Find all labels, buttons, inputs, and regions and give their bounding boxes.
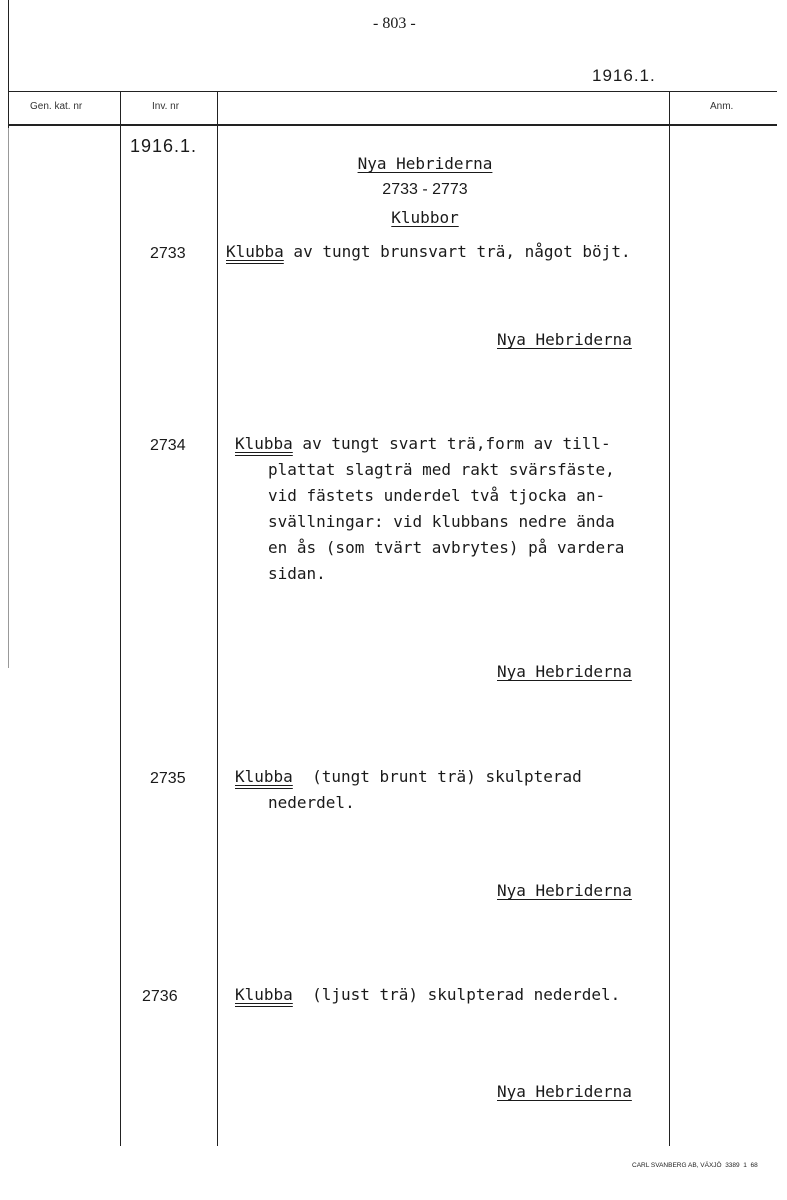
- entry-line: av tungt svart trä,form av till-: [292, 434, 611, 453]
- footer-imprint: CARL SVANBERG AB, VÄXJÖ 3389 1 68: [632, 1162, 758, 1169]
- header-top-rule: [8, 91, 777, 92]
- heading-category: Klubbor: [391, 208, 459, 227]
- entry-line: (ljust trä) skulpterad nederdel.: [292, 985, 621, 1004]
- entry-term: Klubba: [226, 242, 284, 261]
- entry-term: Klubba: [235, 767, 293, 786]
- entry-origin: Nya Hebriderna: [497, 330, 632, 349]
- section-code: 1916.1.: [130, 136, 198, 156]
- entry-inv-number: 2735: [150, 770, 186, 787]
- entry-line: svällningar: vid klubbans nedre ända: [268, 512, 615, 531]
- entry-line: nederdel.: [268, 793, 355, 812]
- entry-inv-number: 2734: [150, 437, 186, 454]
- entry-line: sidan.: [268, 564, 326, 583]
- entry-origin: Nya Hebriderna: [497, 881, 632, 900]
- column-rule-anm: [669, 91, 670, 1146]
- header-bottom-rule: [8, 124, 777, 126]
- entry-origin: Nya Hebriderna: [497, 662, 632, 681]
- column-rule-inv: [120, 91, 121, 1146]
- heading-range: 2733 - 2773: [382, 181, 468, 198]
- entry-term: Klubba: [235, 985, 293, 1004]
- entry-line: (tungt brunt trä) skulpterad: [292, 767, 582, 786]
- column-header-anm: Anm.: [710, 101, 734, 112]
- entry-description: [235, 982, 620, 1008]
- entry-inv-number: 2736: [142, 988, 178, 1005]
- top-right-code: 1916.1.: [592, 66, 656, 85]
- entry-origin: Nya Hebriderna: [497, 1082, 632, 1101]
- entry-line: plattat slagträ med rakt svärsfäste,: [268, 460, 615, 479]
- column-header-inv: Inv. nr: [152, 101, 180, 112]
- entry-line: vid fästets underdel två tjocka an-: [268, 486, 606, 505]
- column-rule-text: [217, 91, 218, 1146]
- entry-description: [235, 431, 624, 587]
- column-header-gen-kat: Gen. kat. nr: [30, 101, 83, 112]
- entry-inv-number: 2733: [150, 245, 186, 262]
- heading-place: Nya Hebriderna: [357, 154, 493, 173]
- entry-description: [235, 764, 582, 816]
- entry-description: [226, 239, 631, 265]
- entry-line: av tungt brunsvart trä, något böjt.: [283, 242, 631, 261]
- left-margin-rule: [8, 0, 9, 128]
- entry-line: en ås (som tvärt avbrytes) på vardera: [268, 538, 625, 557]
- page-number: - 803 -: [373, 15, 416, 32]
- entry-term: Klubba: [235, 434, 293, 453]
- left-margin-rule-lower: [8, 128, 9, 668]
